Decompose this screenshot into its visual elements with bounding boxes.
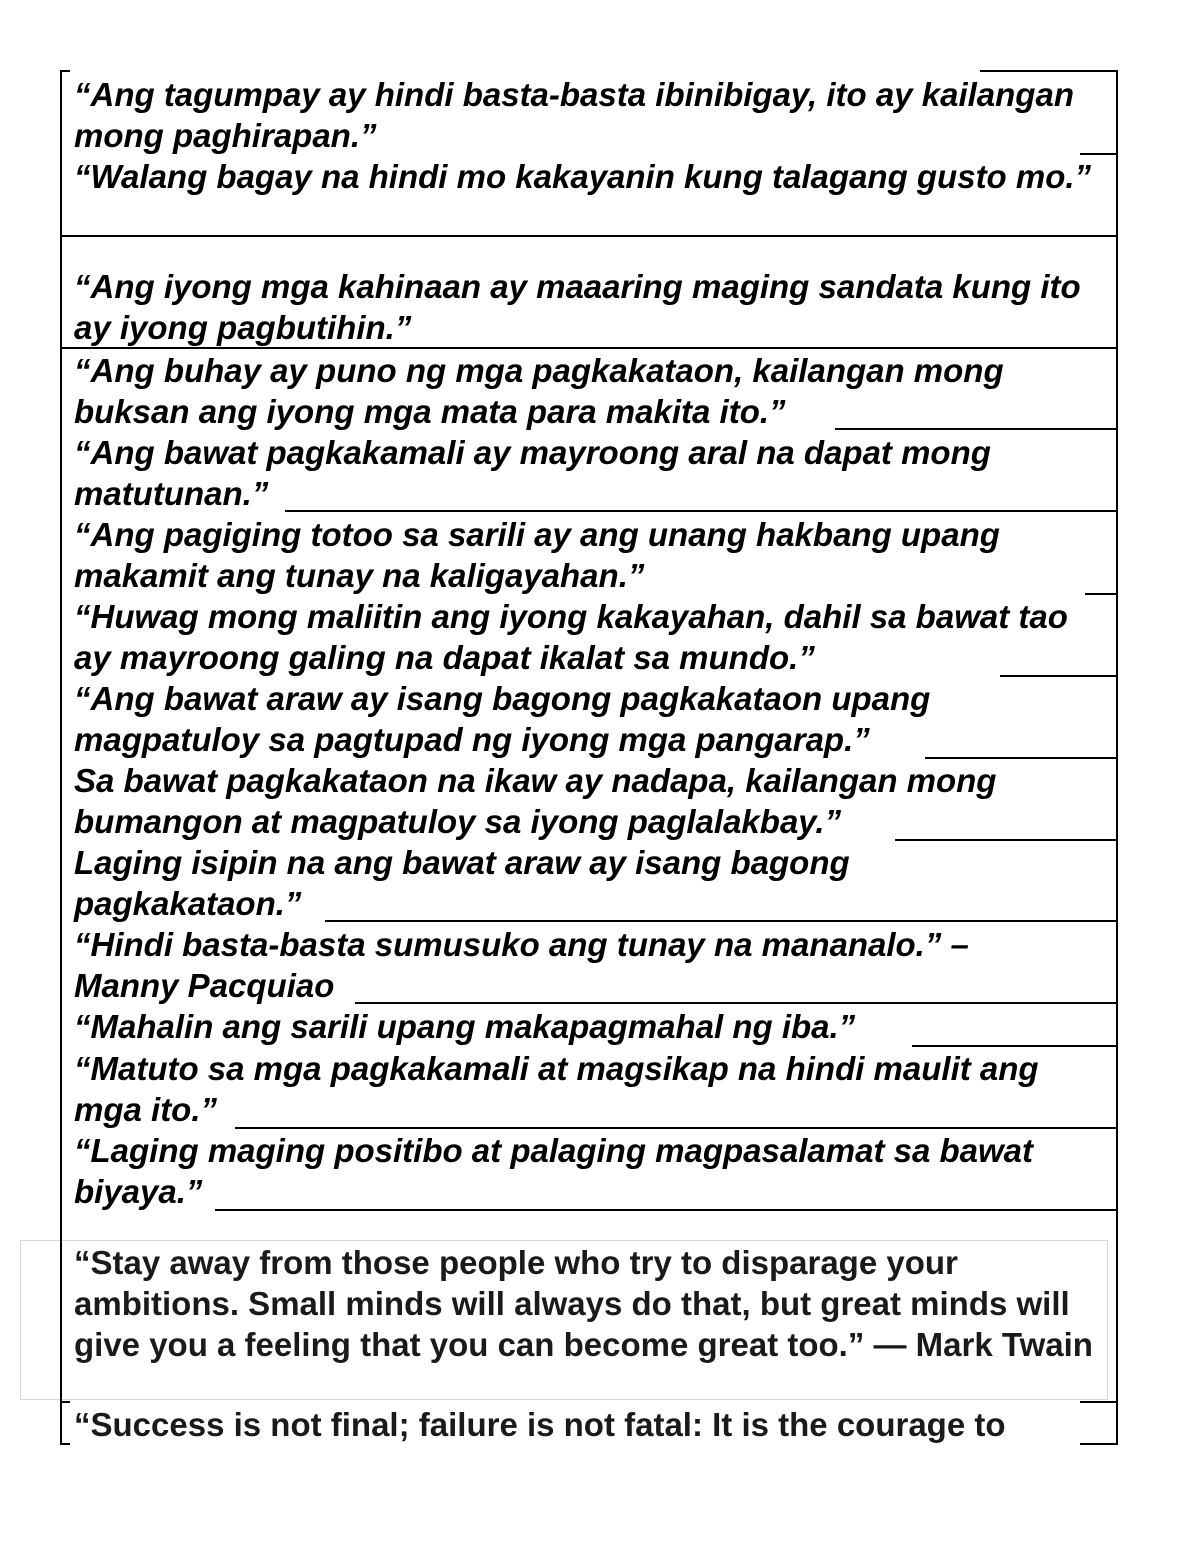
quote-cell: [60, 758, 1118, 840]
table-rule: [355, 1002, 1118, 1004]
quote-cell: [60, 594, 1118, 676]
quote-cell: [60, 348, 1118, 430]
quote-cell: [60, 922, 1118, 1004]
table-rule: [60, 347, 1118, 349]
quote-text: “Walang bagay na hindi mo kakayanin kung talagang gusto mo.”: [74, 158, 1092, 195]
table-rule: [980, 70, 1118, 72]
quote-cell: [60, 512, 1118, 594]
table-rule: [1080, 1401, 1118, 1403]
quote-cell: [60, 1240, 1118, 1402]
quote-text: “Matuto sa mga pagkakamali at magsikap na hindi maulit ang mga ito.”: [74, 1050, 1048, 1128]
quote-text: “Ang bawat araw ay isang bagong pagkakataon upang magpatuloy sa pagtupad ng iyong mga pangarap.”: [74, 680, 940, 758]
quote-cell: [60, 236, 1118, 348]
table-rule: [60, 1443, 70, 1445]
quote-cell: [60, 1402, 1118, 1444]
table-rule: [60, 70, 70, 72]
table-rule: [912, 1045, 1118, 1047]
quote-text: “Laging maging positibo at palaging magpasalamat sa bawat biyaya.”: [74, 1132, 1043, 1210]
quote-text: “Huwag mong maliitin ang iyong kakayahan, dahil sa bawat tao ay mayroong galing na dapat ikalat sa mundo.”: [74, 598, 1078, 676]
table-rule: [325, 920, 1118, 922]
table-rule: [60, 235, 1118, 237]
quote-cell: [60, 154, 1118, 236]
quote-cell: [60, 1128, 1118, 1210]
table-rule: [60, 1401, 70, 1403]
quote-text: Sa bawat pagkakataon na ikaw ay nadapa, kailangan mong bumangon at magpatuloy sa iyong paglalakbay.”: [74, 762, 1006, 840]
quote-cell: [60, 72, 1118, 154]
quote-text: “Ang tagumpay ay hindi basta-basta ibinibigay, ito ay kailangan mong paghirapan.”: [74, 76, 1084, 154]
table-rule: [835, 428, 1118, 430]
table-rule: [285, 510, 1118, 512]
quote-text: “Hindi basta-basta sumusuko ang tunay na mananalo.” – Manny Pacquiao: [74, 926, 979, 1004]
quote-cell: [60, 1004, 1118, 1046]
table-rule: [895, 839, 1118, 841]
quote-text: “Ang buhay ay puno ng mga pagkakataon, kailangan mong buksan ang iyong mga mata para makita ito.”: [74, 352, 1013, 430]
quote-cell: [60, 840, 1118, 922]
quote-text: “Mahalin ang sarili upang makapagmahal ng iba.”: [74, 1008, 856, 1045]
table-rule: [1000, 675, 1118, 677]
quote-text: “Stay away from those people who try to disparage your ambitions. Small minds will always do that, but great minds will give you a feeling that you can become great too.” — Mark Twain: [74, 1244, 1093, 1363]
table-rule: [1085, 593, 1118, 595]
quote-cell: [60, 676, 1118, 758]
table-rule: [215, 1209, 1118, 1211]
empty-cell: [60, 1210, 1118, 1240]
quote-text: “Ang bawat pagkakamali ay mayroong aral na dapat mong matutunan.”: [74, 434, 1001, 512]
quote-text: “Ang iyong mga kahinaan ay maaaring maging sandata kung ito ay iyong pagbutihin.”: [74, 268, 1090, 346]
quote-cell: [60, 1046, 1118, 1128]
quote-cell: [60, 430, 1118, 512]
table-rule: [925, 757, 1118, 759]
table-rule: [1080, 1443, 1118, 1445]
quote-text: “Success is not final; failure is not fatal: It is the courage to: [74, 1406, 1006, 1443]
table-rule: [235, 1127, 1118, 1129]
quote-text: “Ang pagiging totoo sa sarili ay ang unang hakbang upang makamit ang tunay na kaligayahan.”: [74, 516, 1010, 594]
quote-text: Laging isipin na ang bawat araw ay isang bagong pagkakataon.”: [74, 844, 859, 922]
table-rule: [1080, 153, 1118, 155]
